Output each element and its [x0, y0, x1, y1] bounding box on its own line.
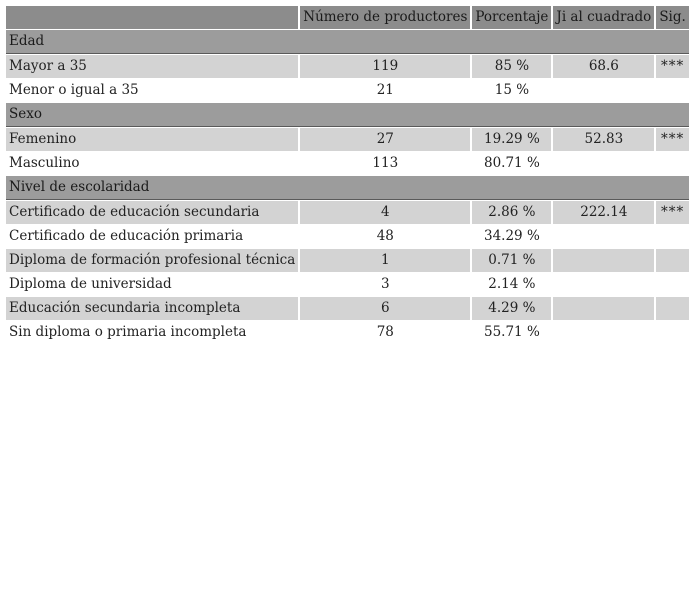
- row-significance: [656, 321, 689, 344]
- row-percent: 0.71 %: [472, 249, 551, 272]
- table-row: [6, 128, 689, 151]
- row-label: Certificado de educación primaria: [6, 225, 298, 248]
- table-row: [6, 79, 689, 102]
- row-chi-square: [553, 152, 654, 175]
- row-percent: 34.29 %: [472, 225, 551, 248]
- row-label: Educación secundaria incompleta: [6, 297, 298, 320]
- row-significance: ***: [656, 128, 689, 151]
- row-significance: [656, 152, 689, 175]
- table-row: [6, 201, 689, 224]
- row-count: 27: [300, 128, 470, 151]
- section-title: Edad: [6, 30, 689, 54]
- header-count: Número de productores: [300, 6, 470, 29]
- row-chi-square: 222.14: [553, 201, 654, 224]
- row-label: Certificado de educación secundaria: [6, 201, 298, 224]
- row-chi-square: [553, 321, 654, 344]
- row-significance: [656, 249, 689, 272]
- table-row: [6, 249, 689, 272]
- row-label: Diploma de formación profesional técnica: [6, 249, 298, 272]
- row-percent: 2.14 %: [472, 273, 551, 296]
- row-significance: [656, 79, 689, 102]
- row-count: 78: [300, 321, 470, 344]
- row-percent: 2.86 %: [472, 201, 551, 224]
- row-chi-square: [553, 273, 654, 296]
- row-significance: [656, 297, 689, 320]
- row-label: Sin diploma o primaria incompleta: [6, 321, 298, 344]
- row-chi-square: [553, 225, 654, 248]
- row-count: 48: [300, 225, 470, 248]
- row-label: Femenino: [6, 128, 298, 151]
- row-significance: [656, 225, 689, 248]
- row-percent: 85 %: [472, 55, 551, 78]
- row-significance: ***: [656, 201, 689, 224]
- row-percent: 4.29 %: [472, 297, 551, 320]
- row-percent: 15 %: [472, 79, 551, 102]
- table-row: [6, 225, 689, 248]
- row-chi-square: [553, 297, 654, 320]
- row-label: Diploma de universidad: [6, 273, 298, 296]
- row-count: 6: [300, 297, 470, 320]
- row-significance: ***: [656, 55, 689, 78]
- row-chi-square: 68.6: [553, 55, 654, 78]
- section-title: Nivel de escolaridad: [6, 176, 689, 200]
- header-label-cell: [6, 6, 298, 29]
- row-count: 119: [300, 55, 470, 78]
- table-row: [6, 321, 689, 344]
- table-row: [6, 273, 689, 296]
- row-count: 113: [300, 152, 470, 175]
- row-label: Menor o igual a 35: [6, 79, 298, 102]
- section-title: Sexo: [6, 103, 689, 127]
- row-label: Masculino: [6, 152, 298, 175]
- table-header-row: [6, 6, 689, 29]
- table-row: [6, 297, 689, 320]
- table-row: [6, 152, 689, 175]
- section-row-edad: [6, 30, 689, 54]
- row-count: 1: [300, 249, 470, 272]
- row-significance: [656, 273, 689, 296]
- row-count: 4: [300, 201, 470, 224]
- section-row-sexo: [6, 103, 689, 127]
- row-percent: 55.71 %: [472, 321, 551, 344]
- row-percent: 19.29 %: [472, 128, 551, 151]
- row-chi-square: [553, 249, 654, 272]
- row-count: 3: [300, 273, 470, 296]
- row-chi-square: 52.83: [553, 128, 654, 151]
- section-row-escolaridad: [6, 176, 689, 200]
- row-chi-square: [553, 79, 654, 102]
- header-percent: Porcentaje: [472, 6, 551, 29]
- table-row: [6, 55, 689, 78]
- row-count: 21: [300, 79, 470, 102]
- row-label: Mayor a 35: [6, 55, 298, 78]
- producer-statistics-table: [4, 5, 691, 345]
- header-significance: Sig.: [656, 6, 689, 29]
- row-percent: 80.71 %: [472, 152, 551, 175]
- header-chi-square: Ji al cuadrado: [553, 6, 654, 29]
